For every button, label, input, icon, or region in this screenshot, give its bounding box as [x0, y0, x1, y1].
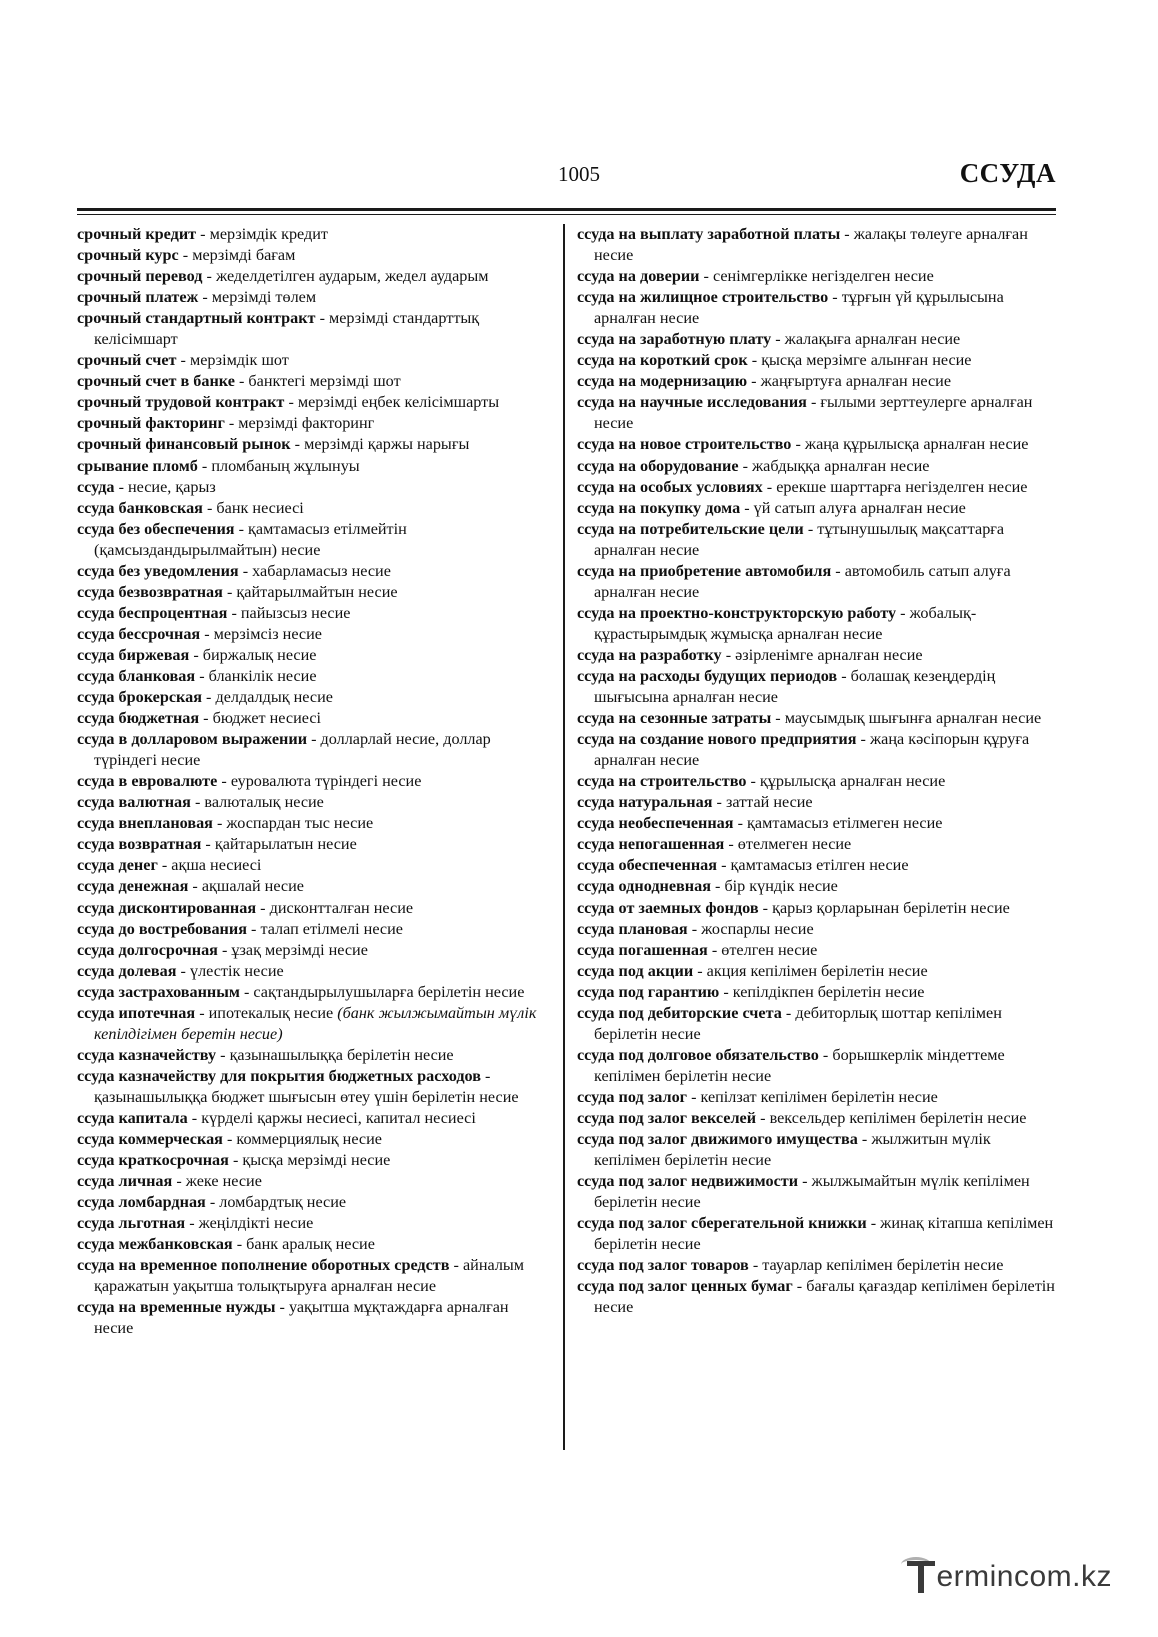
entry-term: ссуда долгосрочная	[77, 940, 218, 959]
dictionary-entry: ссуда под залог ценных бумаг - бағалы қағаздар кепілімен берілетін несие	[577, 1277, 1055, 1317]
entry-term: ссуда личная	[77, 1172, 173, 1191]
entry-term: срочный перевод	[77, 267, 203, 286]
dictionary-entry: ссуда бессрочная - мерзімсіз несие	[77, 624, 322, 643]
entry-term: ссуда под долговое обязательство	[577, 1045, 819, 1064]
entry-definition: жаңғыртуға арналған несие	[760, 372, 952, 391]
entry-term: ссуда до востребования	[77, 919, 247, 938]
entry-term: срочный курс	[77, 246, 179, 265]
entry-term: срывание пломб	[77, 456, 198, 475]
dictionary-entry: ссуда необеспеченная - қамтамасыз етілмеген несие	[577, 814, 943, 833]
dictionary-entry: ссуда на создание нового предприятия - жаңа кәсіпорын құруға арналған несие	[577, 730, 1030, 770]
dictionary-entry: ссуда плановая - жоспарлы несие	[577, 919, 814, 938]
dictionary-entry: срочный перевод - жеделдетілген аударым, жедел аударым	[77, 267, 489, 286]
entry-term: ссуда на выплату заработной платы	[577, 225, 841, 243]
entry-definition: ұзақ мерзімді несие	[231, 940, 368, 959]
dictionary-entry: ссуда денег - ақша несиесі	[77, 856, 262, 875]
entry-definition: ғылыми зерттеулерге арналған несие	[594, 393, 1033, 433]
entry-term: ссуда бессрочная	[77, 624, 201, 643]
dictionary-entry: ссуда от заемных фондов - қарыз қорларынан берілетін несие	[577, 898, 1010, 917]
dictionary-entry: ссуда застрахованным - сақтандырылушыларға берілетін несие	[77, 982, 525, 1001]
entry-definition: мерзімді еңбек келісімшарты	[297, 393, 500, 412]
entry-definition: жинақ кітапша кепілімен берілетін несие	[594, 1214, 1054, 1254]
entry-definition: жылжитын мүлік кепілімен берілетін несие	[594, 1130, 991, 1170]
dictionary-entry: ссуда ломбардная - ломбардтық несие	[77, 1193, 347, 1212]
entry-term: ссуда долевая	[77, 961, 177, 980]
entry-term: ссуда на новое строительство	[577, 435, 792, 454]
entry-definition: заттай несие	[725, 793, 813, 812]
entry-term: ссуда на проектно-конструкторскую работу	[577, 603, 897, 622]
dictionary-entry: ссуда на разработку - әзірленімге арналған несие	[577, 645, 923, 664]
dictionary-entry: ссуда под акции - акция кепілімен берілетін несие	[577, 961, 928, 980]
entry-term: ссуда под залог ценных бумаг	[577, 1277, 793, 1296]
entry-term: ссуда без обеспечения	[77, 519, 235, 538]
dictionary-entry: ссуда под гарантию - кепілдікпен берілетін несие	[577, 982, 925, 1001]
entry-term: ссуда бланковая	[77, 666, 196, 685]
entry-term: ссуда на приобретение автомобиля	[577, 561, 832, 580]
entry-definition: қайтарылатын несие	[214, 835, 357, 854]
entry-definition: хабарламасыз несие	[252, 561, 391, 580]
dictionary-entry: ссуда на доверии - сенімгерлікке негізделген несие	[577, 267, 934, 286]
dictionary-entry: срочный трудовой контракт - мерзімді еңбек келісімшарты	[77, 393, 500, 412]
entry-term: срочный факторинг	[77, 414, 225, 433]
entry-term: ссуда под залог	[577, 1087, 688, 1106]
dictionary-entry: ссуда на заработную плату - жалақыға арналған несие	[577, 330, 961, 349]
entry-definition: жоспардан тыс несие	[226, 814, 374, 833]
entry-definition: бір күндік несие	[724, 877, 838, 896]
dictionary-entry: ссуда в евровалюте - еуровалюта түріндегі несие	[77, 772, 422, 791]
entry-definition: әзірленімге арналған несие	[735, 645, 923, 664]
entry-definition: қазынашылыққа берілетін несие	[229, 1045, 454, 1064]
entry-term: ссуда коммерческая	[77, 1130, 223, 1149]
dictionary-entry: ссуда возвратная - қайтарылатын несие	[77, 835, 357, 854]
entry-term: ссуда на модернизацию	[577, 372, 748, 391]
entry-definition: жеке несие	[185, 1172, 262, 1191]
dictionary-entry: ссуда под залог векселей - вексельдер кепілімен берілетін несие	[577, 1108, 1027, 1127]
entry-definition: мерзімді стандарттық келісімшарт	[94, 309, 480, 349]
dictionary-entry: ссуда ипотечная - ипотекалық несие (банк жылжымайтын мүлік кепілдігімен беретін несие)	[77, 1003, 537, 1043]
header-rule-thin	[77, 214, 1056, 215]
entry-definition: пайызсыз несие	[240, 603, 351, 622]
entry-definition: маусымдық шығынға арналған несие	[784, 709, 1042, 728]
entry-term: ссуда биржевая	[77, 645, 190, 664]
dictionary-entry: ссуда на приобретение автомобиля - автомобиль сатып алуға арналған несие	[577, 561, 1011, 601]
entry-definition: тұтынушылық мақсаттарға арналған несие	[594, 519, 1005, 559]
entry-term: ссуда застрахованным	[77, 982, 240, 1001]
entry-term: срочный платеж	[77, 288, 199, 307]
dictionary-entry: ссуда непогашенная - өтелмеген несие	[577, 835, 852, 854]
entry-term: ссуда без уведомления	[77, 561, 239, 580]
dictionary-entry: ссуда погашенная - өтелген несие	[577, 940, 818, 959]
watermark	[907, 1559, 1112, 1595]
dictionary-entry: ссуда льготная - жеңілдікті несие	[77, 1214, 314, 1233]
entry-definition: мерзімсіз несие	[213, 624, 322, 643]
entry-definition: жаңа кәсіпорын құруға арналған несие	[594, 730, 1030, 770]
dictionary-entry: ссуда натуральная - заттай несие	[577, 793, 813, 812]
dictionary-entry: ссуда под залог - кепілзат кепілімен берілетін несие	[577, 1087, 938, 1106]
entry-term: ссуда обеспеченная	[577, 856, 718, 875]
entry-definition: құрылысқа арналған несие	[759, 772, 946, 791]
entry-definition: банктегі мерзімді шот	[248, 372, 401, 391]
dictionary-entry: ссуда без обеспечения - қамтамасыз етілмейтін (қамсыздандырылмайтын) несие	[77, 519, 407, 559]
entry-term: ссуда на временное пополнение оборотных средств	[77, 1256, 450, 1275]
entry-definition: жеңілдікті несие	[198, 1214, 314, 1233]
entry-definition: үлестік несие	[189, 961, 284, 980]
entry-term: ссуда капитала	[77, 1108, 188, 1127]
entry-term: ссуда на заработную плату	[577, 330, 772, 349]
entry-definition: несие, қарыз	[128, 477, 216, 496]
entry-term: ссуда на потребительские цели	[577, 519, 804, 538]
entry-definition: банк несиесі	[216, 498, 304, 517]
entry-term: ссуда на жилищное строительство	[577, 288, 829, 307]
entry-definition: ерекше шарттарға негізделген несие	[776, 477, 1028, 496]
dictionary-entry: ссуда долевая - үлестік несие	[77, 961, 284, 980]
dictionary-entry: ссуда краткосрочная - қысқа мерзімді несие	[77, 1151, 391, 1170]
dictionary-entry: ссуда денежная - ақшалай несие	[77, 877, 304, 896]
entry-definition: тұрғын үй құрылысына арналған несие	[594, 288, 1004, 328]
entry-term: срочный трудовой контракт	[77, 393, 285, 412]
dictionary-entry: ссуда бланковая - бланкілік несие	[77, 666, 317, 685]
dictionary-entry: ссуда валютная - валюталық несие	[77, 793, 324, 812]
dictionary-entry: ссуда под залог недвижимости - жылжымайтын мүлік кепілімен берілетін несие	[577, 1172, 1030, 1212]
entry-definition: коммерциялық несие	[236, 1130, 382, 1149]
entry-term: ссуда на короткий срок	[577, 351, 748, 370]
entry-term: ссуда дисконтированная	[77, 898, 257, 917]
entry-definition: қамтамасыз етілмейтін (қамсыздандырылмайтын) несие	[94, 519, 407, 559]
dictionary-entry: срывание пломб - пломбаның жұлынуы	[77, 456, 360, 475]
entry-definition: акция кепілімен берілетін несие	[706, 961, 928, 980]
dictionary-entry: ссуда на короткий срок - қысқа мерзімге алынған несие	[577, 351, 972, 370]
entry-definition: жобалық-құрастырымдық жұмысқа арналған несие	[594, 603, 977, 643]
entry-definition: жеделдетілген аударым, жедел аударым	[215, 267, 489, 286]
entry-definition: уақытша мұқтаждарға арналған несие	[94, 1298, 509, 1338]
entry-definition: қазынашылыққа бюджет шығысын өтеу үшін берілетін несие	[94, 1087, 519, 1106]
dictionary-entry: срочный счет - мерзімдік шот	[77, 351, 289, 370]
dictionary-entry: ссуда до востребования - талап етілмелі несие	[77, 919, 403, 938]
entry-term: ссуда валютная	[77, 793, 191, 812]
entry-term: ссуда непогашенная	[577, 835, 725, 854]
entry-term: ссуда казначейству для покрытия бюджетных расходов	[77, 1066, 481, 1085]
entry-term: ссуда беспроцентная	[77, 603, 228, 622]
entry-definition: қамтамасыз етілмеген несие	[747, 814, 943, 833]
entry-definition: сенімгерлікке негізделген несие	[712, 267, 934, 286]
entry-definition: валюталық несие	[204, 793, 324, 812]
entry-term: ссуда под залог сберегательной книжки	[577, 1214, 867, 1233]
entry-definition: пломбаның жұлынуы	[211, 456, 360, 475]
entry-term: ссуда банковская	[77, 498, 203, 517]
entry-term: ссуда под залог недвижимости	[577, 1172, 799, 1191]
dictionary-entry: ссуда межбанковская - банк аралық несие	[77, 1235, 375, 1254]
dictionary-entry: ссуда беспроцентная - пайызсыз несие	[77, 603, 351, 622]
dictionary-entry: срочный курс - мерзімді бағам	[77, 246, 296, 265]
entry-term: ссуда плановая	[577, 919, 688, 938]
entry-definition: вексельдер кепілімен берілетін несие	[769, 1108, 1027, 1127]
entry-term: ссуда на временные нужды	[77, 1298, 276, 1317]
entry-definition: тауарлар кепілімен берілетін несие	[762, 1256, 1004, 1275]
entry-term: ссуда краткосрочная	[77, 1151, 229, 1170]
entry-term: ссуда под дебиторские счета	[577, 1003, 782, 1022]
entry-term: ссуда натуральная	[577, 793, 713, 812]
entry-definition: бланкілік несие	[208, 666, 317, 685]
entry-definition: ақша несиесі	[171, 856, 262, 875]
entry-term: ссуда ипотечная	[77, 1003, 196, 1022]
entry-term: ссуда на сезонные затраты	[577, 709, 772, 728]
entry-term: ссуда брокерская	[77, 688, 202, 707]
dictionary-entry: ссуда на расходы будущих периодов - болашақ кезеңдердің шығысына арналған несие	[577, 666, 996, 707]
entry-definition: дисконтталған несие	[269, 898, 414, 917]
entry-term: ссуда на строительство	[577, 772, 747, 791]
entry-term: ссуда на оборудование	[577, 456, 739, 475]
entry-term: ссуда возвратная	[77, 835, 202, 854]
entry-definition: сақтандырылушыларға берілетін несие	[253, 982, 525, 1001]
dictionary-entry: ссуда банковская - банк несиесі	[77, 498, 304, 517]
entry-term: ссуда внеплановая	[77, 814, 213, 833]
entry-definition: жоспарлы несие	[701, 919, 814, 938]
entry-term: ссуда на создание нового предприятия	[577, 730, 857, 749]
entry-definition: кепілзат кепілімен берілетін несие	[700, 1087, 938, 1106]
entry-definition: қарыз қорларынан берілетін несие	[772, 898, 1010, 917]
entry-note: (банк жылжымайтын мүлік кепілдігімен беретін несие)	[94, 1003, 537, 1043]
entry-definition: жаңа құрылысқа арналған несие	[804, 435, 1029, 454]
entry-definition: қамтамасыз етілген несие	[730, 856, 909, 875]
entry-term: ссуда в долларовом выражении	[77, 730, 308, 749]
dictionary-entry: ссуда на потребительские цели - тұтынушылық мақсаттарға арналған несие	[577, 519, 1005, 559]
dictionary-entry: ссуда личная - жеке несие	[77, 1172, 262, 1191]
dictionary-entry: ссуда коммерческая - коммерциялық несие	[77, 1130, 382, 1149]
entry-definition: биржалық несие	[202, 645, 317, 664]
entry-term: ссуда под залог векселей	[577, 1108, 757, 1127]
right-column	[577, 224, 1056, 1318]
entry-definition: бюджет несиесі	[212, 709, 321, 728]
entry-term: ссуда на научные исследования	[577, 393, 807, 412]
dictionary-entry: ссуда на модернизацию - жаңғыртуға арналған несие	[577, 372, 952, 391]
dictionary-entry: срочный финансовый рынок - мерзімді қаржы нарығы	[77, 435, 470, 454]
entry-definition: талап етілмелі несие	[260, 919, 403, 938]
entry-term: ссуда ломбардная	[77, 1193, 206, 1212]
entry-definition: жалақы төлеуге арналған несие	[594, 225, 1028, 265]
entry-term: ссуда бюджетная	[77, 709, 200, 728]
termincom-logo-icon	[907, 1559, 935, 1595]
entry-definition: мерзімді қаржы нарығы	[304, 435, 470, 454]
entry-term: ссуда безвозвратная	[77, 582, 223, 601]
entry-definition: мерзімдік шот	[189, 351, 289, 370]
dictionary-entry: ссуда брокерская - делдалдық несие	[77, 688, 333, 707]
dictionary-entry: ссуда на жилищное строительство - тұрғын үй құрылысына арналған несие	[577, 288, 1004, 328]
dictionary-entry: ссуда на выплату заработной платы - жалақы төлеуге арналған несие	[577, 225, 1028, 265]
dictionary-entry: ссуда однодневная - бір күндік несие	[577, 877, 838, 896]
entry-definition: дебиторлық шоттар кепілімен берілетін несие	[594, 1003, 1002, 1043]
entry-definition: ақшалай несие	[201, 877, 304, 896]
entry-definition: жабдыққа арналған несие	[752, 456, 930, 475]
dictionary-entry: ссуда обеспеченная - қамтамасыз етілген несие	[577, 856, 909, 875]
running-head: ССУДА	[959, 158, 1056, 188]
dictionary-entry: ссуда на новое строительство - жаңа құрылысқа арналған несие	[577, 435, 1029, 454]
entry-term: ссуда денег	[77, 856, 158, 875]
dictionary-entry: ссуда на сезонные затраты - маусымдық шығынға арналған несие	[577, 709, 1042, 728]
dictionary-entry: ссуда под залог товаров - тауарлар кепілімен берілетін несие	[577, 1256, 1004, 1275]
entry-definition: күрделі қаржы несиесі, капитал несиесі	[201, 1108, 476, 1127]
entry-term: ссуда в евровалюте	[77, 772, 218, 791]
entry-definition: делдалдық несие	[215, 688, 333, 707]
entry-term: ссуда на разработку	[577, 645, 722, 664]
entry-term: ссуда	[77, 477, 115, 496]
dictionary-entry: ссуда казначейству для покрытия бюджетных расходов - қазынашылыққа бюджет шығысын өтеу үшін берілетін несие	[77, 1066, 519, 1106]
dictionary-entry: ссуда под залог сберегательной книжки - жинақ кітапша кепілімен берілетін несие	[577, 1214, 1054, 1254]
entry-definition: мерзімді бағам	[192, 246, 296, 265]
entry-term: ссуда казначейству	[77, 1045, 217, 1064]
entry-term: ссуда межбанковская	[77, 1235, 233, 1254]
dictionary-entry: ссуда на временные нужды - уақытша мұқтаждарға арналған несие	[77, 1298, 509, 1338]
dictionary-entry: ссуда биржевая - биржалық несие	[77, 645, 317, 664]
dictionary-entry: ссуда бюджетная - бюджет несиесі	[77, 709, 321, 728]
entry-definition: автомобиль сатып алуға арналған несие	[594, 561, 1011, 601]
dictionary-entry: ссуда на временное пополнение оборотных средств - айналым қаражатын уақытша толықтыруға арналған несие	[77, 1256, 525, 1296]
page-number: 1005	[558, 162, 600, 186]
dictionary-entry: срочный счет в банке - банктегі мерзімді шот	[77, 372, 401, 391]
entry-term: ссуда на расходы будущих периодов	[577, 666, 838, 685]
column-divider	[563, 224, 565, 1450]
dictionary-entry: срочный стандартный контракт - мерзімді стандарттық келісімшарт	[77, 309, 480, 349]
dictionary-entry: ссуда дисконтированная - дисконтталған несие	[77, 898, 414, 917]
dictionary-entry: срочный кредит - мерзімдік кредит	[77, 225, 328, 243]
entry-definition: қайтарылмайтын несие	[236, 582, 398, 601]
entry-term: срочный стандартный контракт	[77, 309, 316, 328]
entry-definition: кепілдікпен берілетін несие	[732, 982, 925, 1001]
entry-definition: жалақыға арналған несие	[784, 330, 961, 349]
entry-definition: өтелген несие	[721, 940, 818, 959]
dictionary-entry: ссуда в долларовом выражении - долларлай несие, доллар түріндегі несие	[77, 730, 491, 770]
entry-term: ссуда денежная	[77, 877, 189, 896]
entry-term: срочный счет в банке	[77, 372, 235, 391]
entry-term: ссуда погашенная	[577, 940, 708, 959]
entry-term: ссуда необеспеченная	[577, 814, 734, 833]
dictionary-entry: ссуда - несие, қарыз	[77, 477, 216, 496]
entry-definition: банк аралық несие	[246, 1235, 375, 1254]
entry-definition: жылжымайтын мүлік кепілімен берілетін несие	[594, 1172, 1030, 1212]
entry-definition: қысқа мерзімді несие	[242, 1151, 391, 1170]
entry-term: ссуда под гарантию	[577, 982, 720, 1001]
entry-term: ссуда под залог движимого имущества	[577, 1130, 858, 1149]
entry-definition: еуровалюта түріндегі несие	[230, 772, 422, 791]
entry-term: ссуда льготная	[77, 1214, 186, 1233]
dictionary-entry: ссуда под дебиторские счета - дебиторлық шоттар кепілімен берілетін несие	[577, 1003, 1002, 1043]
entry-term: ссуда под акции	[577, 961, 694, 980]
left-column	[77, 224, 542, 1339]
entry-term: срочный счет	[77, 351, 177, 370]
dictionary-entry: срочный факторинг - мерзімді факторинг	[77, 414, 375, 433]
entry-definition: ломбардтық несие	[219, 1193, 347, 1212]
entry-term: ссуда под залог товаров	[577, 1256, 749, 1275]
entry-definition: қысқа мерзімге алынған несие	[761, 351, 972, 370]
dictionary-entry: срочный платеж - мерзімді төлем	[77, 288, 317, 307]
header-rule-thick	[77, 208, 1056, 211]
entry-definition: бағалы қағаздар кепілімен берілетін несие	[594, 1277, 1055, 1317]
entry-definition: үй сатып алуға арналған несие	[753, 498, 966, 517]
entry-definition: борышкерлік міндеттеме кепілімен берілетін несие	[594, 1045, 1005, 1085]
entry-term: срочный финансовый рынок	[77, 435, 291, 454]
watermark-text: ermincom.kz	[936, 1560, 1112, 1593]
entry-definition: мерзімдік кредит	[209, 225, 328, 243]
entry-definition: өтелмеген несие	[737, 835, 852, 854]
entry-definition: ипотекалық несие	[208, 1003, 334, 1022]
dictionary-entry: ссуда казначейству - қазынашылыққа берілетін несие	[77, 1045, 454, 1064]
entry-term: ссуда на покупку дома	[577, 498, 741, 517]
dictionary-entry: ссуда долгосрочная - ұзақ мерзімді несие	[77, 940, 368, 959]
entry-definition: мерзімді факторинг	[238, 414, 375, 433]
entry-definition: долларлай несие, доллар түріндегі несие	[94, 730, 491, 770]
entry-definition: мерзімді төлем	[211, 288, 317, 307]
dictionary-entry: ссуда на особых условиях - ерекше шарттарға негізделген несие	[577, 477, 1028, 496]
dictionary-entry: ссуда капитала - күрделі қаржы несиесі, капитал несиесі	[77, 1108, 476, 1127]
entry-term: ссуда однодневная	[577, 877, 711, 896]
dictionary-entry: ссуда на строительство - құрылысқа арналған несие	[577, 772, 946, 791]
entry-definition: айналым қаражатын уақытша толықтыруға арналған несие	[94, 1256, 525, 1296]
dictionary-entry: ссуда без уведомления - хабарламасыз несие	[77, 561, 391, 580]
entry-term: ссуда на доверии	[577, 267, 700, 286]
dictionary-entry: ссуда на научные исследования - ғылыми зерттеулерге арналған несие	[577, 393, 1033, 433]
dictionary-entry: ссуда внеплановая - жоспардан тыс несие	[77, 814, 374, 833]
entry-term: ссуда на особых условиях	[577, 477, 763, 496]
dictionary-entry: ссуда на проектно-конструкторскую работу - жобалық-құрастырымдық жұмысқа арналған несие	[577, 603, 977, 643]
entry-definition: болашақ кезеңдердің шығысына арналған несие	[594, 666, 996, 707]
dictionary-entry: ссуда под долговое обязательство - борышкерлік міндеттеме кепілімен берілетін несие	[577, 1045, 1005, 1085]
dictionary-entry: ссуда на покупку дома - үй сатып алуға арналған несие	[577, 498, 966, 517]
entry-term: срочный кредит	[77, 225, 197, 243]
dictionary-entry: ссуда безвозвратная - қайтарылмайтын несие	[77, 582, 398, 601]
dictionary-entry: ссуда под залог движимого имущества - жылжитын мүлік кепілімен берілетін несие	[577, 1130, 991, 1170]
entry-term: ссуда от заемных фондов	[577, 898, 759, 917]
dictionary-entry: ссуда на оборудование - жабдыққа арналған несие	[577, 456, 930, 475]
